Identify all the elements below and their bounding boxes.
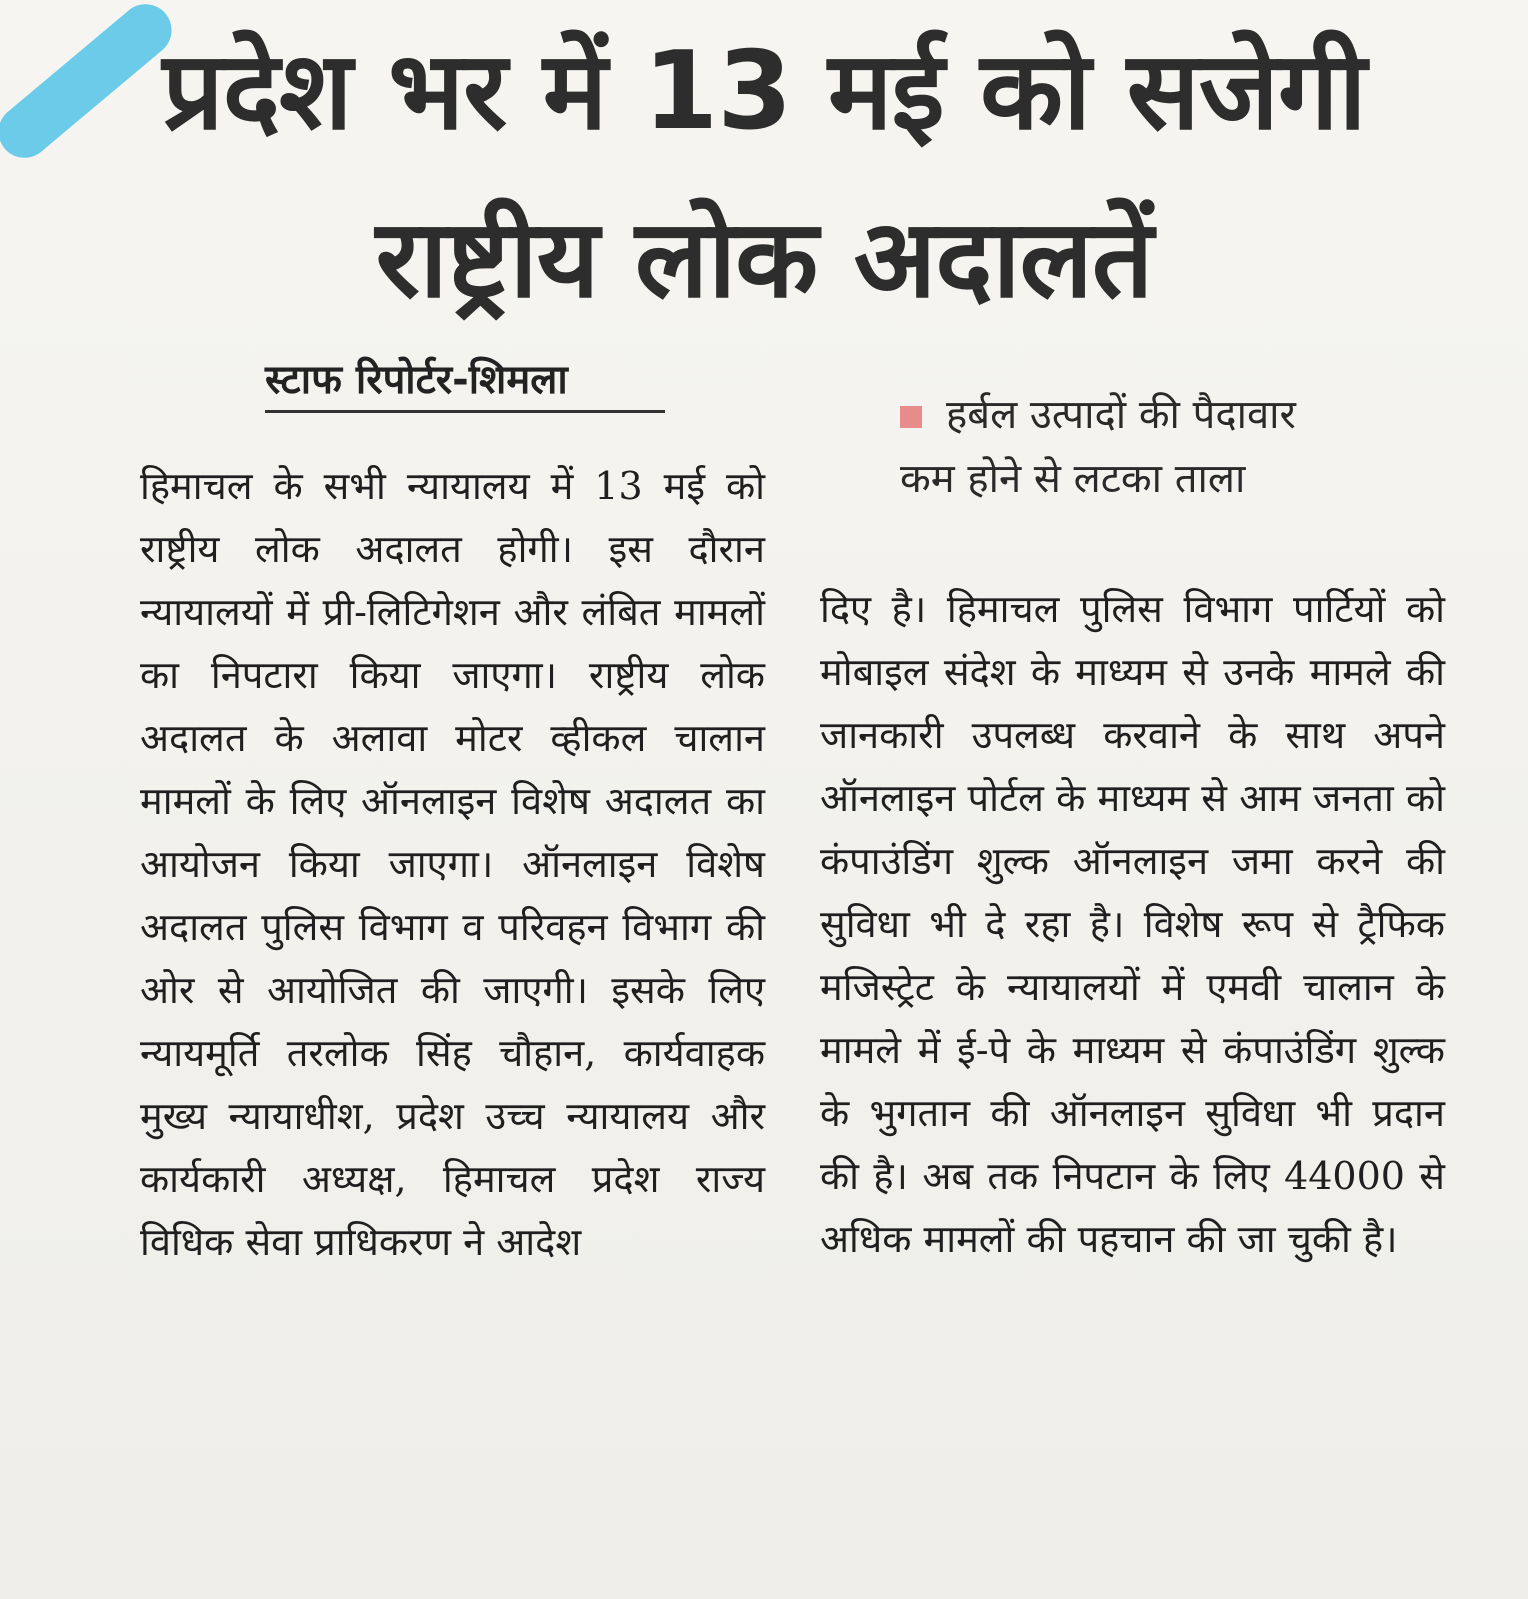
- article-column-left: [140, 455, 765, 1274]
- article-column-right: [820, 578, 1445, 1271]
- callout-line-1: हर्बल उत्पादों की पैदावार: [946, 392, 1296, 438]
- callout-line-2: कम होने से लटका ताला: [900, 456, 1246, 502]
- bullet-square-icon: [900, 406, 922, 428]
- sub-headline-callout: [900, 383, 1420, 511]
- headline-line-1: प्रदेश भर में 13 मई को सजेगी: [162, 29, 1366, 154]
- article-text-left: हिमाचल के सभी न्यायालय में 13 मई को राष्ट्रीय लोक अदालत होगी। इस दौरान न्यायालयों में प्री-लिटिगेशन और लंबित मामलों का निपटारा किया जाएगा। राष्ट्रीय लोक अदालत के अलावा मोटर व्हीकल चालान मामलों के लिए ऑनलाइन विशेष अदालत का आयोजन किया जाएगा। ऑनलाइन विशेष अदालत पुलिस विभाग व परिवहन विभाग की ओर से आयोजित की जाएगी। इसके लिए न्यायमूर्ति तरलोक सिंह चौहान, कार्यवाहक मुख्य न्यायाधीश, प्रदेश उच्च न्यायालय और कार्यकारी अध्यक्ष, हिमाचल प्रदेश राज्य विधिक सेवा प्राधिकरण ने आदेश: [140, 464, 765, 1264]
- headline-line-2: राष्ट्रीय लोक अदालतें: [375, 197, 1153, 322]
- article-text-right: दिए है। हिमाचल पुलिस विभाग पार्टियों को मोबाइल संदेश के माध्यम से उनके मामले की जानकारी उपलब्ध करवाने के साथ अपने ऑनलाइन पोर्टल के माध्यम से आम जनता को कंपाउंडिंग शुल्क ऑनलाइन जमा करने की सुविधा भी दे रहा है। विशेष रूप से ट्रैफिक मजिस्ट्रेट के न्यायालयों में एमवी चालान के मामले में ई-पे के माध्यम से कंपाउंडिंग शुल्क के भुगतान की ऑनलाइन सुविधा भी प्रदान की है। अब तक निपटान के लिए 44000 से अधिक मामलों की पहचान की जा चुकी है।: [820, 587, 1445, 1261]
- byline: स्टाफ रिपोर्टर-शिमला: [265, 352, 665, 413]
